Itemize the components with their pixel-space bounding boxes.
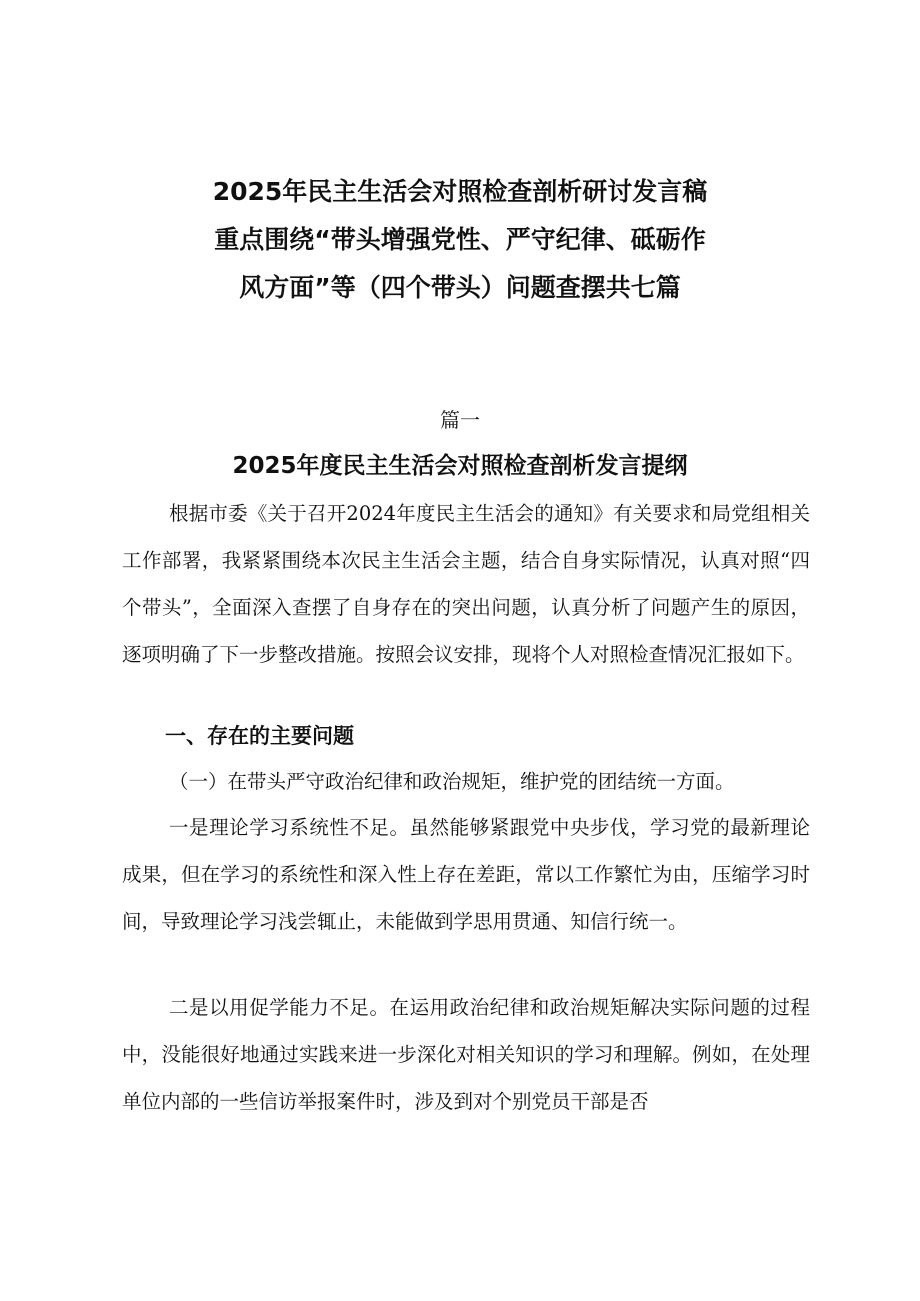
document-title [120, 168, 800, 312]
paragraph-one: 一是理论学习系统性不足。虽然能够紧跟党中央步伐，学习党的最新理论成果，但在学习的系统性和深入性上存在差距，常以工作繁忙为由，压缩学习时间，导致理论学习浅尝辄止，未能做到学思用贯通、知信行统一。 [122, 816, 810, 933]
title-line-1: 2025年民主生活会对照检查剖析研讨发言稿 [212, 177, 708, 206]
section-title: 2025年度民主生活会对照检查剖析发言提纲 [232, 453, 688, 479]
intro-paragraph: 根据市委《关于召开2024年度民主生活会的通知》有关要求和局党组相关工作部署，我紧紧围绕本次民主生活会主题，结合自身实际情况，认真对照“四个带头”，全面深入查摆了自身存在的突出问题，认真分析了问题产生的原因，逐项明确了下一步整改措施。按照会议安排，现将个人对照检查情况汇报如下。 [122, 502, 810, 666]
title-line-3: 风方面”等（四个带头）问题查摆共七篇 [239, 273, 681, 302]
subheading-one: （一）在带头严守政治纪律和政治规矩，维护党的团结统一方面。 [169, 770, 735, 793]
section-label: 篇一 [440, 408, 480, 432]
heading-one: 一、存在的主要问题 [165, 724, 354, 748]
title-line-2: 重点围绕“带头增强党性、严守纪律、砥砺作 [214, 225, 706, 254]
paragraph-two: 二是以用促学能力不足。在运用政治纪律和政治规矩解决实际问题的过程中，没能很好地通过实践来进一步深化对相关知识的学习和理解。例如，在处理单位内部的一些信访举报案件时，涉及到对个别党员干部是否 [122, 996, 810, 1113]
